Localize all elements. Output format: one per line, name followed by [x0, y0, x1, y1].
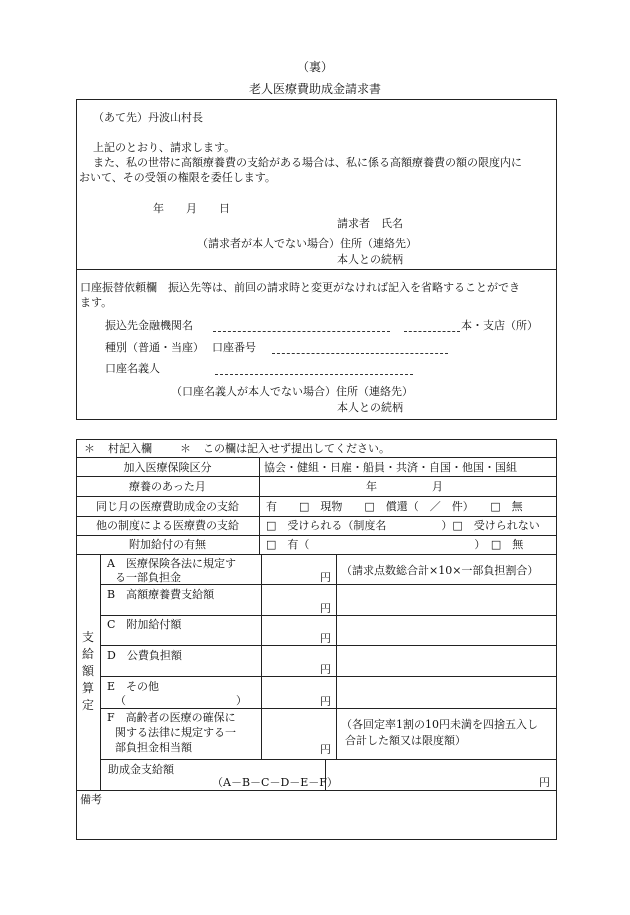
branch-label: 本・支店（所） — [461, 319, 538, 332]
item-f-label-3: 部負担金相当額 — [115, 741, 192, 754]
item-f-label-2: 関する法律に規定する一 — [115, 726, 236, 739]
holder-relation-field[interactable]: 本人との続柄 — [337, 401, 403, 414]
date-field[interactable]: 年 月 日 — [153, 202, 230, 215]
item-f-note-1: （各回定率1割の10円未満を四捨五入し — [341, 718, 538, 731]
claimant-name-field[interactable]: 請求者 氏名 — [337, 217, 403, 230]
addressee: （あて先）丹波山村長 — [93, 111, 203, 124]
transfer-text-1: 口座振替依頼欄 振込先等は、前回の請求時と変更がなければ記入を省略することができ — [80, 281, 520, 294]
item-b-unit: 円 — [320, 602, 331, 615]
account-type-label: 種別（普通・当座） — [105, 341, 204, 354]
branch-name-line[interactable] — [404, 331, 460, 332]
row-same-month-label: 同じ月の医療費助成金の支給 — [96, 500, 239, 513]
row-insurance-label: 加入医療保険区分 — [123, 461, 212, 474]
claimant-relation-field[interactable]: 本人との続柄 — [337, 253, 403, 266]
account-number-line[interactable] — [272, 353, 448, 354]
item-b-label: B 高額療養費支給額 — [107, 588, 215, 601]
item-c-unit: 円 — [320, 632, 331, 645]
item-d-unit: 円 — [320, 663, 331, 676]
village-header-title: 村記入欄 — [108, 442, 152, 455]
row-month-label: 療養のあった月 — [129, 480, 206, 493]
total-label: 助成金支給額 — [108, 763, 174, 776]
holder-label: 口座名義人 — [105, 362, 160, 375]
item-a-note: （請求点数総合計×10×一部負担割合） — [341, 564, 539, 577]
total-unit: 円 — [539, 776, 550, 789]
row-month-value: 年 月 — [366, 480, 443, 493]
village-header-note: この欄は記入せず提出してください。 — [203, 442, 390, 455]
holder-address-field[interactable]: （口座名義人が本人でない場合）住所（連絡先） — [171, 385, 413, 398]
item-e-unit: 円 — [320, 695, 331, 708]
row-additional-label: 附加給付の有無 — [129, 538, 206, 551]
remarks-label: 備考 — [80, 793, 102, 806]
holder-name-line[interactable] — [215, 374, 413, 375]
form-title: 老人医療費助成金請求書 — [248, 82, 381, 96]
transfer-text-2: ます。 — [80, 296, 113, 309]
item-d-label: D 公費負担額 — [107, 649, 182, 662]
item-a-unit: 円 — [320, 571, 331, 584]
bank-label: 振込先金融機関名 — [105, 319, 193, 332]
item-f-note-2: 合計した額又は限度額） — [345, 734, 466, 747]
row-same-month-value: 有 □ 現物 □ 償還（ ／ 件） □ 無 — [266, 500, 523, 513]
row-other-system-label: 他の制度による医療費の支給 — [96, 519, 239, 532]
item-e-label-2: （ ） — [115, 694, 247, 707]
total-formula: （A－B－C－D－E－F） — [212, 776, 338, 789]
item-a-label-2: る一部負担金 — [115, 571, 181, 584]
request-text: 上記のとおり、請求します。 — [93, 141, 236, 154]
delegation-text-2: おいて、その受領の権限を委任します。 — [79, 171, 276, 184]
item-c-label: C 附加給付額 — [107, 618, 182, 631]
item-f-unit: 円 — [320, 743, 331, 756]
calculation-side-label: 支 給 額 算 定 — [82, 630, 95, 712]
row-insurance-value: 協会・健組・日雇・船員・共済・自国・他国・国組 — [264, 461, 517, 474]
item-e-label-1: E その他 — [107, 680, 160, 693]
account-number-label: 口座番号 — [212, 341, 256, 354]
bank-name-line[interactable] — [213, 331, 390, 332]
item-a-label-1: A 医療保険各法に規定す — [107, 557, 236, 570]
delegation-text-1: また、私の世帯に高額療養費の支給がある場合は、私に係る高額療養費の額の限度内に — [93, 156, 522, 169]
row-other-system-value: □ 受けられる（制度名 ）□ 受けられない — [266, 519, 540, 532]
page-side-label: （裏） — [296, 60, 333, 74]
village-mark-1: ＊ — [84, 442, 95, 455]
claimant-address-field[interactable]: （請求者が本人でない場合）住所（連絡先） — [197, 237, 417, 250]
item-f-label-1: F 高齢者の医療の確保に — [107, 711, 236, 724]
village-mark-2: ＊ — [180, 442, 191, 455]
row-additional-value: □ 有（ ） □ 無 — [266, 538, 524, 551]
